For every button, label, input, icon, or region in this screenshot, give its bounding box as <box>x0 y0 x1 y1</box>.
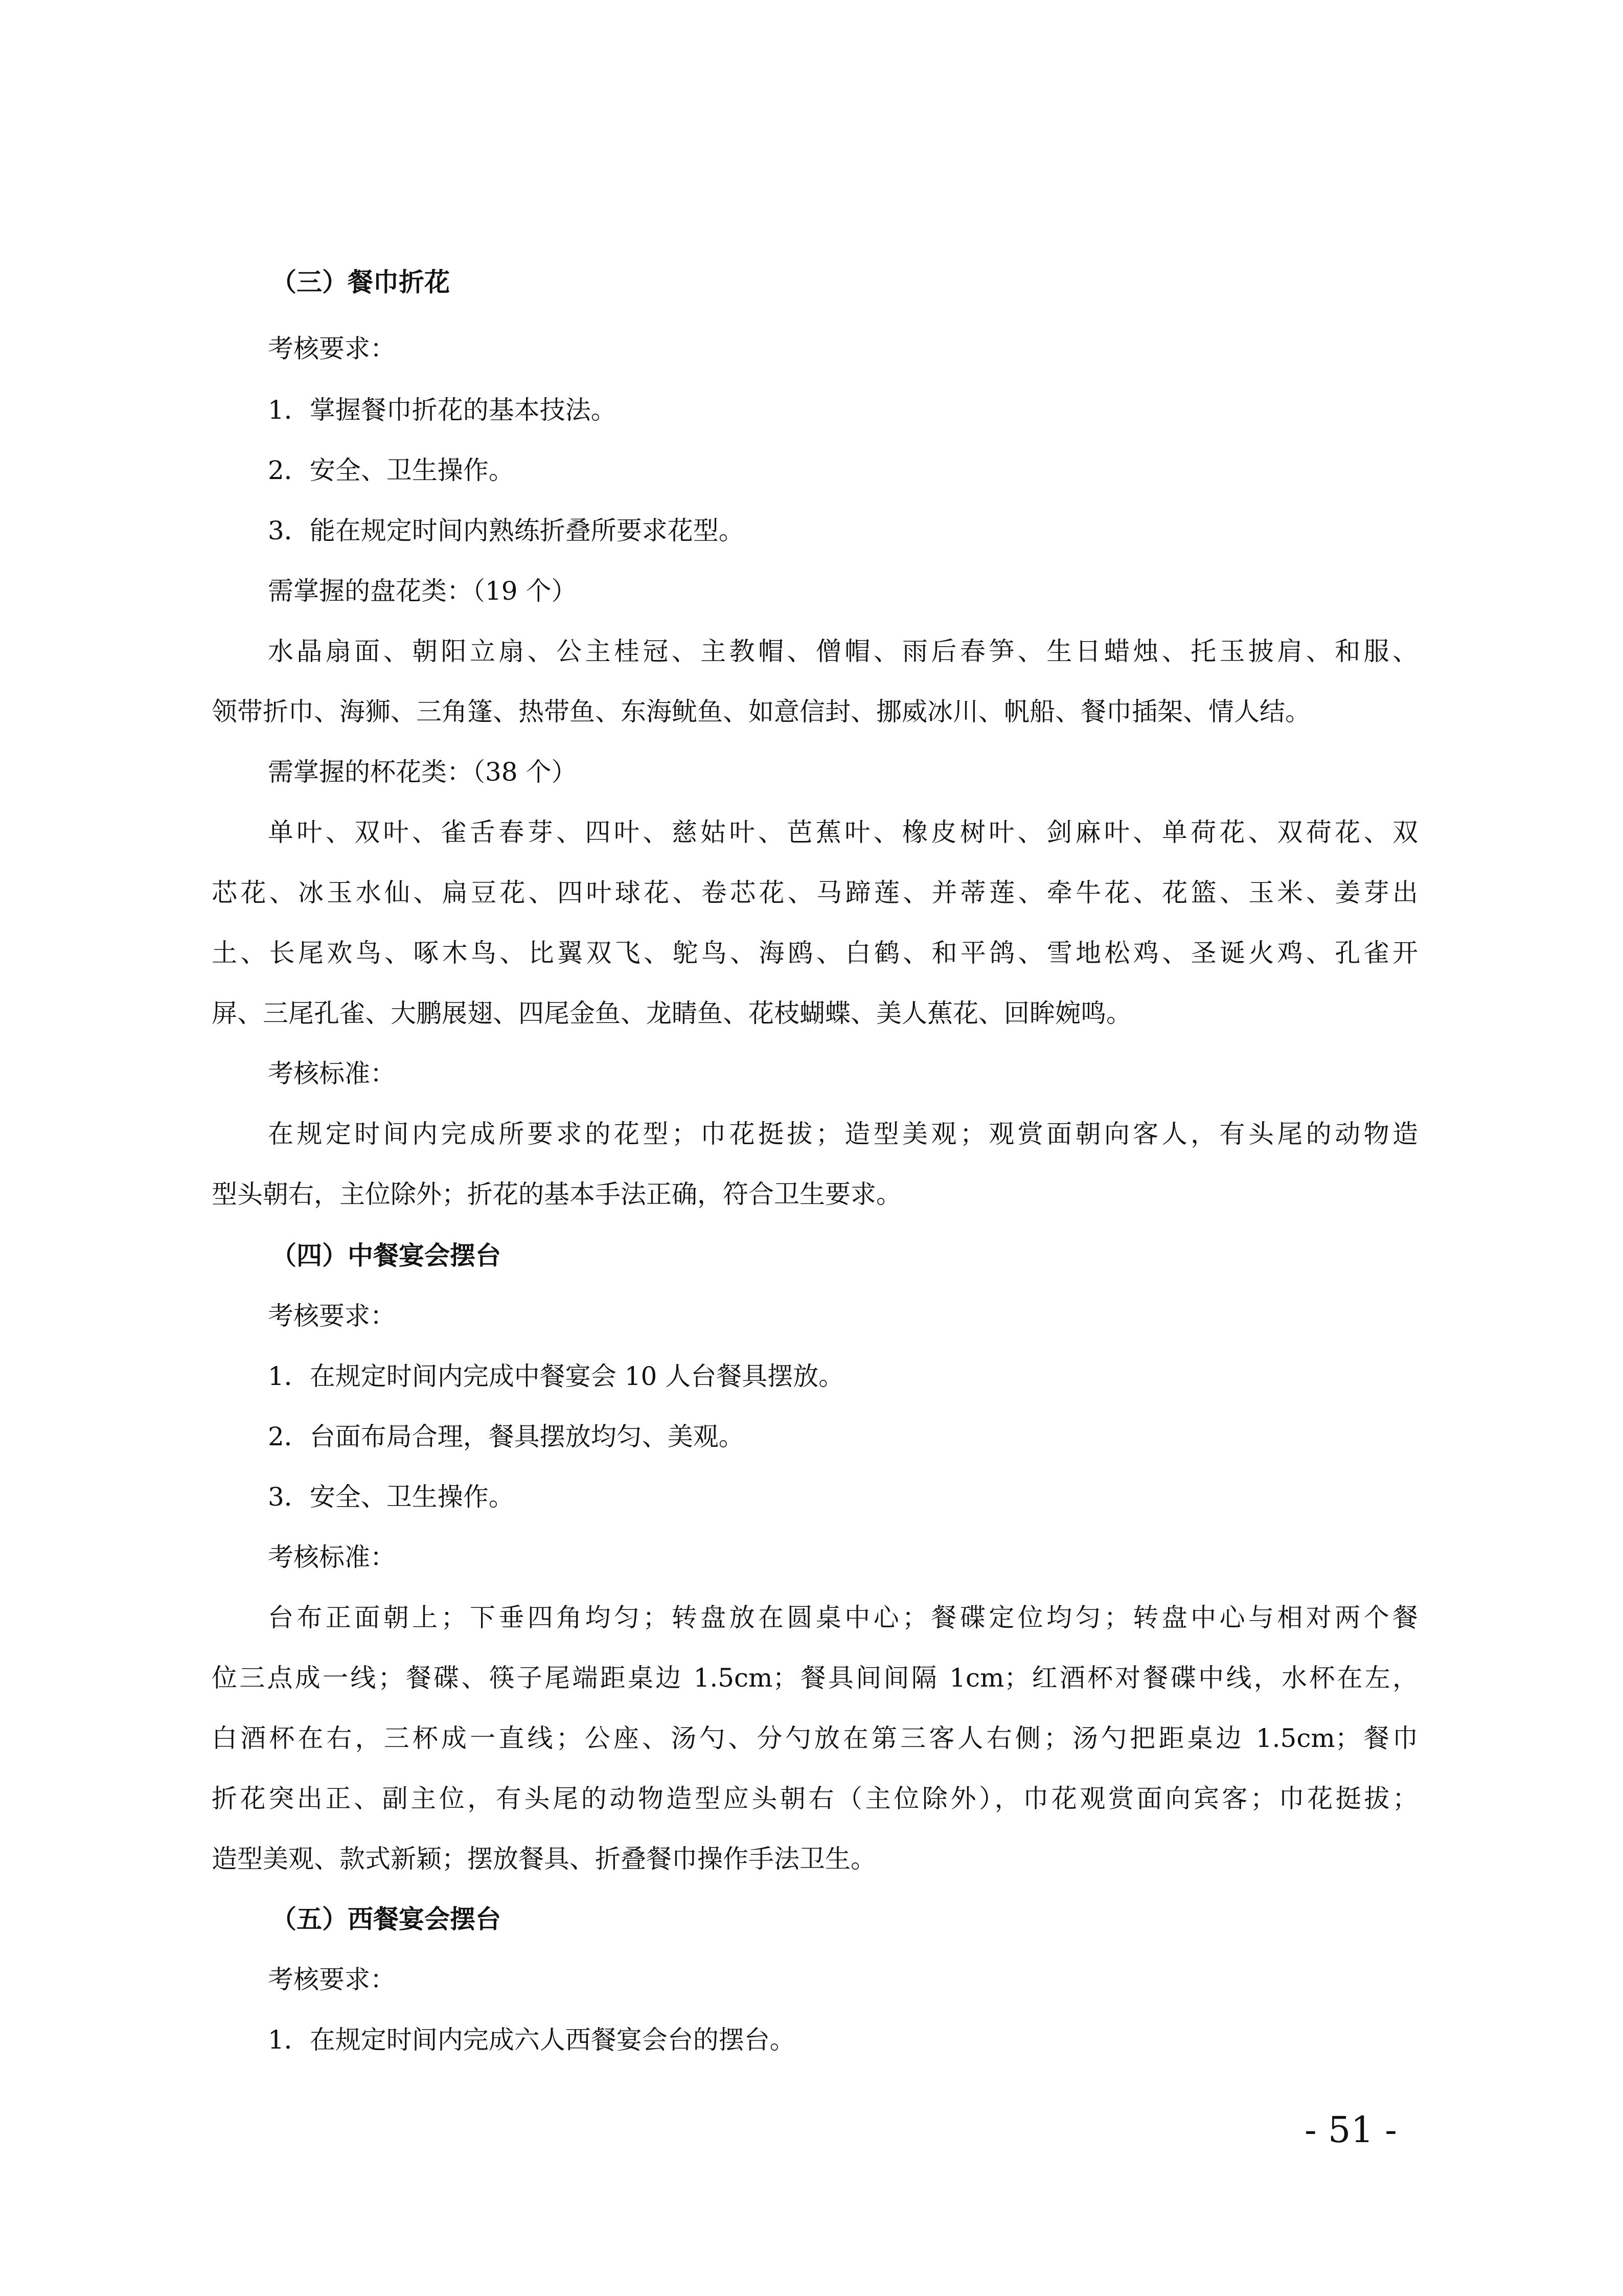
section4-requirement-1: 1．在规定时间内完成中餐宴会 10 人台餐具摆放。 <box>268 1361 844 1391</box>
section3-standards-line-2: 型头朝右，主位除外；折花的基本手法正确，符合卫生要求。 <box>212 1179 902 1209</box>
cup-flowers-list-line-4: 屏、三尾孔雀、大鹏展翅、四尾金鱼、龙睛鱼、花枝蝴蝶、美人蕉花、回眸婉鸣。 <box>212 998 1132 1028</box>
section4-standards-line-3: 白酒杯在右，三杯成一直线；公座、汤勺、分勺放在第三客人右侧；汤勺把距桌边 1.5cm；餐巾 <box>212 1723 1418 1753</box>
section4-standards-label: 考核标准： <box>268 1542 396 1572</box>
cup-flowers-list-line-2: 芯花、冰玉水仙、扁豆花、四叶球花、卷芯花、马蹄莲、并蒂莲、牵牛花、花篮、玉米、姜芽出 <box>212 878 1418 907</box>
section-heading-western-banquet-setup: （五）西餐宴会摆台 <box>271 1904 501 1934</box>
section4-requirement-2: 2．台面布局合理，餐具摆放均匀、美观。 <box>268 1422 744 1451</box>
section5-requirements-label: 考核要求： <box>268 1965 396 1994</box>
section4-standards-line-4: 折花突出正、副主位，有头尾的动物造型应头朝右（主位除外），巾花观赏面向宾客；巾花挺拔； <box>212 1784 1418 1813</box>
section4-standards-line-5: 造型美观、款式新颖；摆放餐具、折叠餐巾操作手法卫生。 <box>212 1844 876 1874</box>
section5-requirement-1: 1．在规定时间内完成六人西餐宴会台的摆台。 <box>268 2025 795 2055</box>
section4-requirement-3: 3．安全、卫生操作。 <box>268 1482 514 1512</box>
section4-standards-line-2: 位三点成一线；餐碟、筷子尾端距桌边 1.5cm；餐具间间隔 1cm；红酒杯对餐碟中线，水杯在左， <box>212 1663 1418 1693</box>
plate-flowers-label: 需掌握的盘花类：（19 个） <box>268 576 577 606</box>
cup-flowers-list-line-1: 单叶、双叶、雀舌春芽、四叶、慈姑叶、芭蕉叶、橡皮树叶、剑麻叶、单荷花、双荷花、双 <box>268 817 1418 847</box>
section3-standards-label: 考核标准： <box>268 1059 396 1088</box>
page-number: - 51 - <box>1305 2109 1397 2151</box>
section3-standards-line-1: 在规定时间内完成所要求的花型；巾花挺拔；造型美观；观赏面朝向客人，有头尾的动物造 <box>268 1119 1418 1149</box>
section3-requirement-3: 3．能在规定时间内熟练折叠所要求花型。 <box>268 516 744 545</box>
section3-requirement-1: 1．掌握餐巾折花的基本技法。 <box>268 395 616 425</box>
section3-requirement-2: 2．安全、卫生操作。 <box>268 456 514 485</box>
plate-flowers-list-line-1: 水晶扇面、朝阳立扇、公主桂冠、主教帽、僧帽、雨后春笋、生日蜡烛、托玉披肩、和服、 <box>268 636 1418 666</box>
section-heading-napkin-folding: （三）餐巾折花 <box>271 267 450 297</box>
cup-flowers-label: 需掌握的杯花类：（38 个） <box>268 757 577 787</box>
section4-standards-line-1: 台布正面朝上；下垂四角均匀；转盘放在圆桌中心；餐碟定位均匀；转盘中心与相对两个餐 <box>268 1603 1418 1632</box>
section4-requirements-label: 考核要求： <box>268 1301 396 1331</box>
cup-flowers-list-line-3: 土、长尾欢鸟、啄木鸟、比翼双飞、鸵鸟、海鸥、白鹤、和平鸽、雪地松鸡、圣诞火鸡、孔雀开 <box>212 938 1418 968</box>
plate-flowers-list-line-2: 领带折巾、海狮、三角篷、热带鱼、东海鱿鱼、如意信封、挪威冰川、帆船、餐巾插架、情人结。 <box>212 697 1311 726</box>
section-heading-chinese-banquet-setup: （四）中餐宴会摆台 <box>271 1241 501 1270</box>
section3-requirements-label: 考核要求： <box>268 334 396 363</box>
